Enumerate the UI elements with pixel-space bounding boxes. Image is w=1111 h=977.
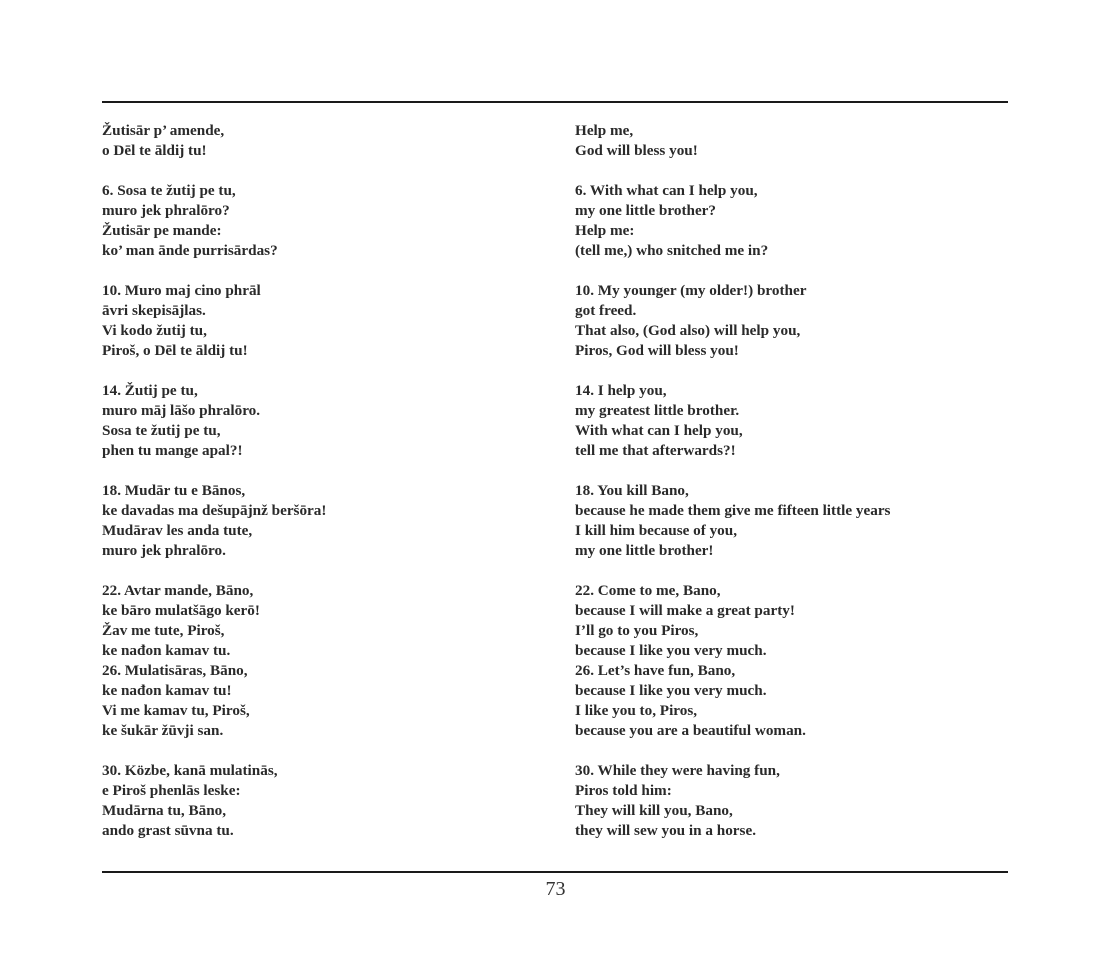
- stanza: [575, 281, 1005, 361]
- verse-line: God will bless you!: [575, 142, 698, 159]
- page-number: 73: [545, 878, 566, 900]
- verse-line: muro jek phralōro.: [102, 542, 226, 559]
- verse-line: 30. While they were having fun,: [575, 762, 780, 779]
- verse-line: ando grast sūvna tu.: [102, 822, 234, 839]
- verse-line: ko’ man ānde purrisārdas?: [102, 242, 278, 259]
- verse-line: 10. My younger (my older!) brother: [575, 282, 807, 299]
- verse-line: Žutisār pe mande:: [102, 222, 222, 239]
- verse-line: my greatest little brother.: [575, 402, 740, 419]
- verse-line: 30. Közbe, kanā mulatinās,: [102, 762, 278, 779]
- stanza: [102, 181, 542, 261]
- verse-line: muro māj lāšo phralōro.: [102, 402, 261, 419]
- verse-line: because you are a beautiful woman.: [575, 722, 806, 739]
- verse-line: o Dēl te āldij tu!: [102, 142, 207, 159]
- verse-line: Piroš, o Dēl te āldij tu!: [102, 342, 248, 359]
- verse-line: 18. You kill Bano,: [575, 482, 689, 499]
- verse-line: my one little brother?: [575, 202, 717, 219]
- verse-line: With what can I help you,: [575, 422, 743, 439]
- verse-line: ke bāro mulatšāgo kerō!: [102, 602, 260, 619]
- verse-line: Mudārna tu, Bāno,: [102, 802, 227, 819]
- verse-line: because he made them give me fifteen little years: [575, 502, 891, 519]
- verse-line: 22. Come to me, Bano,: [575, 582, 721, 599]
- verse-line: 10. Muro maj cino phrāl: [102, 282, 261, 299]
- verse-line: 14. I help you,: [575, 382, 667, 399]
- verse-line: I’ll go to you Piros,: [575, 622, 699, 639]
- stanza: [575, 121, 1005, 161]
- stanza: [575, 481, 1005, 561]
- verse-line: Help me,: [575, 122, 634, 139]
- verse-line: my one little brother!: [575, 542, 714, 559]
- verse-line: ke davadas ma dešupājnž beršōra!: [102, 502, 327, 519]
- verse-line: That also, (God also) will help you,: [575, 322, 801, 339]
- verse-line: Piros, God will bless you!: [575, 342, 739, 359]
- verse-line: Piros told him:: [575, 782, 672, 799]
- verse-line: they will sew you in a horse.: [575, 822, 756, 839]
- verse-line: I kill him because of you,: [575, 522, 738, 539]
- stanza: [102, 121, 542, 161]
- verse-line: because I like you very much.: [575, 642, 767, 659]
- stanza: [575, 181, 1005, 261]
- stanza: [575, 761, 1005, 841]
- top-rule: [102, 101, 1008, 103]
- stanza: [102, 381, 542, 461]
- verse-line: 22. Avtar mande, Bāno,: [102, 582, 254, 599]
- verse-line: Vi kodo žutij tu,: [102, 322, 207, 339]
- verse-line: Žutisār p’ amende,: [102, 122, 225, 139]
- verse-line: because I like you very much.: [575, 682, 767, 699]
- verse-line: 14. Žutij pe tu,: [102, 382, 198, 399]
- verse-line: (tell me,) who snitched me in?: [575, 242, 769, 259]
- verse-line: 6. With what can I help you,: [575, 182, 758, 199]
- verse-line: ke nađon kamav tu.: [102, 642, 231, 659]
- bottom-rule: [102, 871, 1008, 873]
- verse-line: got freed.: [575, 302, 637, 319]
- verse-line: 6. Sosa te žutij pe tu,: [102, 182, 236, 199]
- english-translation-column: [575, 121, 1005, 861]
- stanza: [575, 581, 1005, 741]
- stanza: [102, 481, 542, 561]
- verse-line: Vi me kamav tu, Piroš,: [102, 702, 250, 719]
- verse-line: 26. Let’s have fun, Bano,: [575, 662, 736, 679]
- verse-line: ke šukār žūvji san.: [102, 722, 224, 739]
- verse-line: Mudārav les anda tute,: [102, 522, 253, 539]
- verse-line: muro jek phralōro?: [102, 202, 230, 219]
- verse-line: because I will make a great party!: [575, 602, 795, 619]
- verse-line: 18. Mudār tu e Bānos,: [102, 482, 246, 499]
- verse-line: e Piroš phenlās leske:: [102, 782, 241, 799]
- verse-line: Žav me tute, Piroš,: [102, 622, 225, 639]
- verse-line: Help me:: [575, 222, 635, 239]
- stanza: [102, 581, 542, 741]
- romani-text-column: [102, 121, 542, 861]
- verse-line: tell me that afterwards?!: [575, 442, 736, 459]
- verse-line: 26. Mulatisāras, Bāno,: [102, 662, 248, 679]
- stanza: [102, 761, 542, 841]
- stanza: [575, 381, 1005, 461]
- verse-line: Sosa te žutij pe tu,: [102, 422, 221, 439]
- verse-line: I like you to, Piros,: [575, 702, 698, 719]
- verse-line: phen tu mange apal?!: [102, 442, 243, 459]
- verse-line: ke nađon kamav tu!: [102, 682, 232, 699]
- verse-line: They will kill you, Bano,: [575, 802, 733, 819]
- stanza: [102, 281, 542, 361]
- verse-line: āvri skepisājlas.: [102, 302, 206, 319]
